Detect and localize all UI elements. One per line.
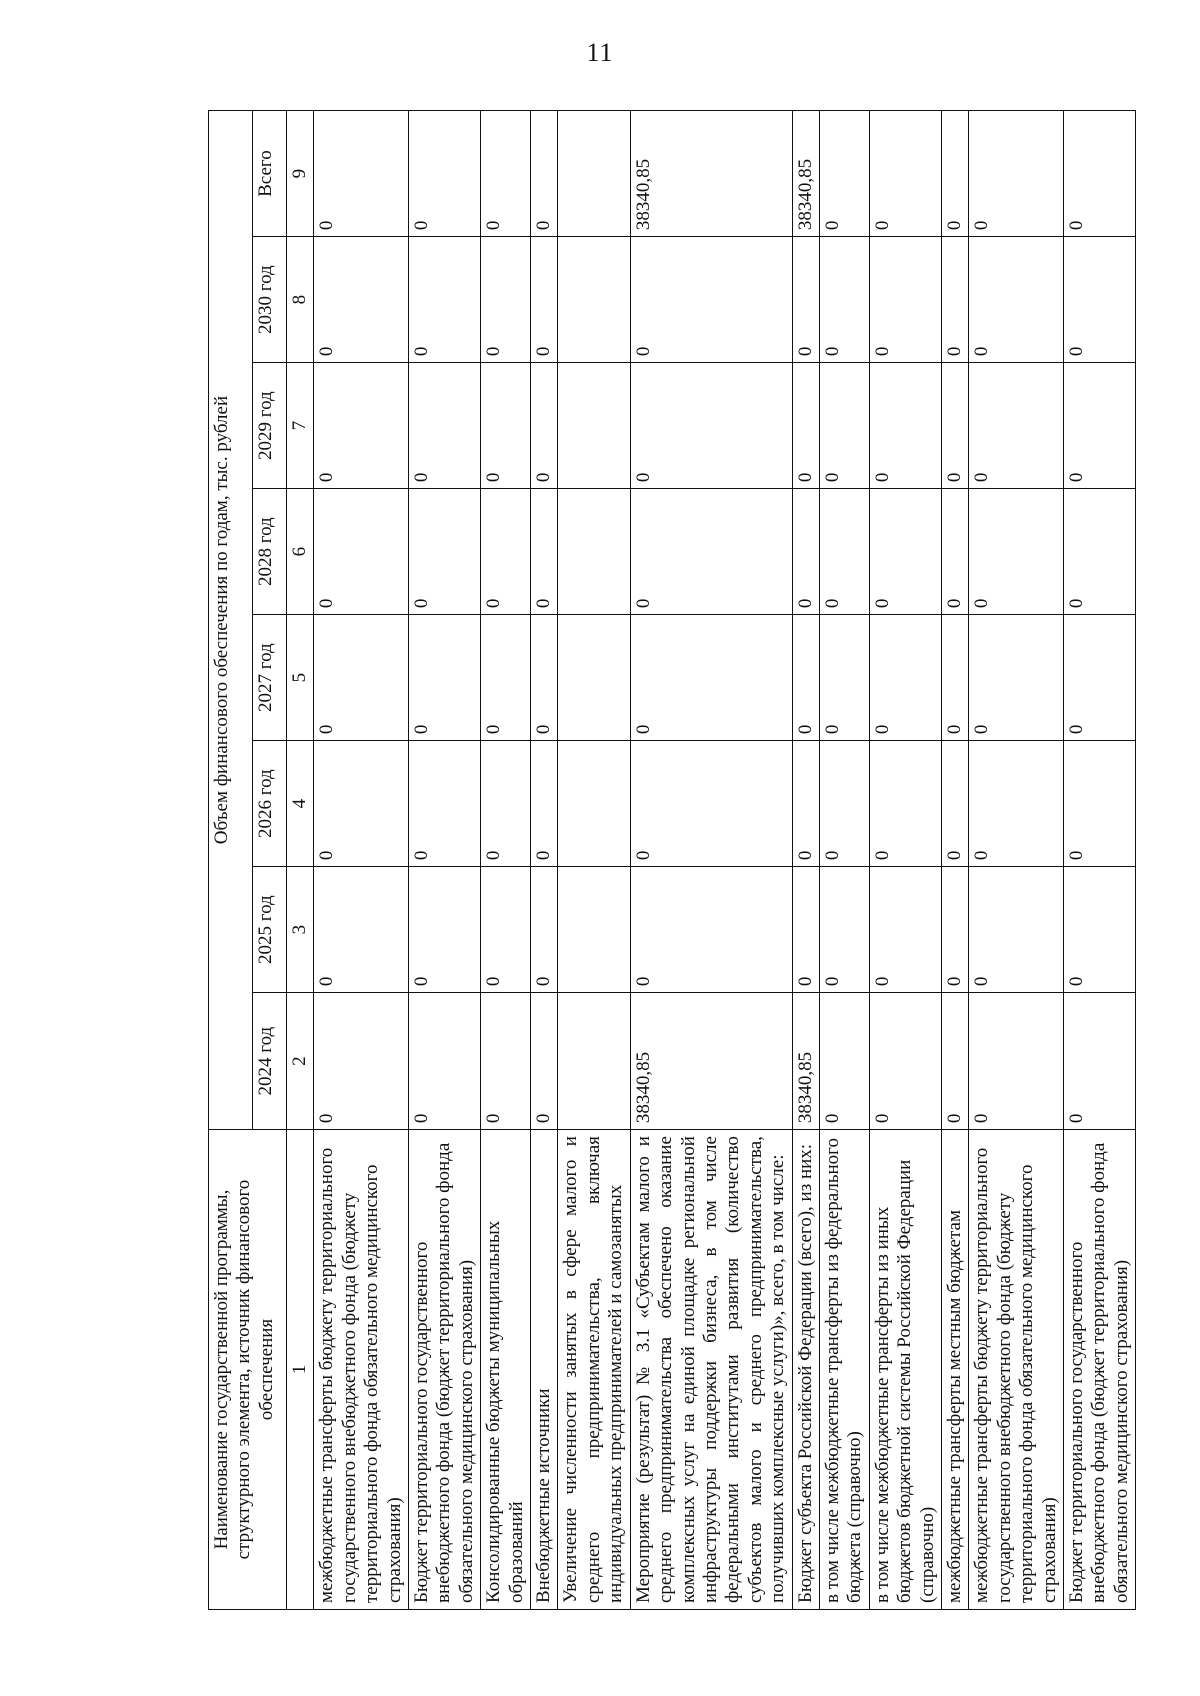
row-label: Бюджет территориального государственного внебюджетного фонда (бюджет территориального фонда обязательного медицинского страхования): [1064, 1130, 1136, 1610]
value-cell: [558, 363, 630, 489]
value-cell: 0: [531, 363, 558, 489]
index-cell: 4: [287, 741, 314, 867]
table-row: [969, 111, 1064, 1610]
value-cell: 0: [969, 489, 1064, 615]
index-cell: 1: [287, 1130, 314, 1610]
value-cell: 0: [792, 867, 819, 993]
value-cell: 0: [941, 363, 968, 489]
table-row: [819, 111, 869, 1610]
value-cell: 0: [314, 741, 409, 867]
row-label: Бюджет территориального государственного внебюджетного фонда (бюджет территориального фонда обязательного медицинского страхования): [409, 1130, 481, 1610]
index-cell: 7: [287, 363, 314, 489]
value-cell: 0: [941, 741, 968, 867]
value-cell: [558, 615, 630, 741]
value-cell: 0: [314, 237, 409, 363]
value-cell: 0: [481, 489, 531, 615]
value-cell: 0: [819, 993, 869, 1130]
table-row: [869, 111, 941, 1610]
value-cell: 0: [481, 741, 531, 867]
value-cell: 0: [481, 993, 531, 1130]
table-row-section-heading: [558, 111, 630, 1610]
value-cell: 0: [531, 867, 558, 993]
value-cell: 0: [819, 237, 869, 363]
value-cell: 0: [869, 867, 941, 993]
value-cell: 0: [1064, 993, 1136, 1130]
value-cell: 0: [481, 363, 531, 489]
value-cell: 0: [531, 111, 558, 237]
value-cell: 0: [630, 867, 792, 993]
header-total: Всего: [253, 111, 287, 237]
value-cell: 0: [1064, 615, 1136, 741]
value-cell: 0: [409, 111, 481, 237]
value-cell: 0: [409, 741, 481, 867]
table-row: [481, 111, 531, 1610]
header-year-2030: 2030 год: [253, 237, 287, 363]
value-cell: 0: [531, 237, 558, 363]
value-cell: 0: [969, 111, 1064, 237]
page-number: 11: [586, 38, 614, 67]
value-cell: 0: [531, 615, 558, 741]
value-cell: 0: [1064, 741, 1136, 867]
value-cell: 0: [819, 363, 869, 489]
value-cell: 0: [869, 489, 941, 615]
value-cell: 0: [869, 993, 941, 1130]
value-cell: [558, 741, 630, 867]
value-cell: 0: [1064, 867, 1136, 993]
value-cell: 0: [409, 867, 481, 993]
row-label: Бюджет субъекта Российской Федерации (всего), из них:: [792, 1130, 819, 1610]
value-cell: 0: [630, 363, 792, 489]
value-cell: 0: [630, 741, 792, 867]
value-cell: 0: [314, 111, 409, 237]
table-row: [314, 111, 409, 1610]
rotated-table-wrapper: [208, 110, 1132, 1610]
header-year-2027: 2027 год: [253, 615, 287, 741]
table-row: [941, 111, 968, 1610]
row-label: межбюджетные трансферты местным бюджетам: [941, 1130, 968, 1610]
value-cell: 38340,85: [630, 111, 792, 237]
value-cell: 0: [819, 741, 869, 867]
value-cell: 0: [481, 615, 531, 741]
row-label: Внебюджетные источники: [531, 1130, 558, 1610]
value-cell: 0: [409, 237, 481, 363]
value-cell: 0: [531, 741, 558, 867]
value-cell: [558, 867, 630, 993]
index-cell: 6: [287, 489, 314, 615]
index-cell: 8: [287, 237, 314, 363]
value-cell: 0: [1064, 111, 1136, 237]
value-cell: 38340,85: [792, 993, 819, 1130]
header-year-2026: 2026 год: [253, 741, 287, 867]
value-cell: 0: [969, 993, 1064, 1130]
value-cell: 0: [869, 363, 941, 489]
value-cell: 0: [314, 615, 409, 741]
value-cell: 0: [792, 363, 819, 489]
financing-table: [208, 110, 1136, 1610]
value-cell: 38340,85: [792, 111, 819, 237]
value-cell: 0: [869, 615, 941, 741]
value-cell: [558, 489, 630, 615]
value-cell: 0: [409, 615, 481, 741]
value-cell: 0: [941, 867, 968, 993]
index-cell: 2: [287, 993, 314, 1130]
value-cell: 0: [630, 615, 792, 741]
value-cell: 0: [869, 741, 941, 867]
row-label: Консолидированные бюджеты муниципальных образований: [481, 1130, 531, 1610]
value-cell: 0: [819, 615, 869, 741]
value-cell: 0: [314, 489, 409, 615]
value-cell: 0: [1064, 489, 1136, 615]
value-cell: 0: [481, 237, 531, 363]
index-cell: 3: [287, 867, 314, 993]
value-cell: 0: [1064, 363, 1136, 489]
value-cell: 0: [819, 867, 869, 993]
row-label: в том числе межбюджетные трансферты из иных бюджетов бюджетной системы Российской Федерации (справочно): [869, 1130, 941, 1610]
table-row-measure: [630, 111, 792, 1610]
value-cell: 0: [314, 993, 409, 1130]
value-cell: 0: [869, 111, 941, 237]
value-cell: 0: [941, 489, 968, 615]
value-cell: 0: [531, 489, 558, 615]
value-cell: 0: [969, 363, 1064, 489]
value-cell: 0: [969, 615, 1064, 741]
header-row-group: [209, 111, 253, 1610]
value-cell: 0: [969, 741, 1064, 867]
row-label: в том числе межбюджетные трансферты из федерального бюджета (справочно): [819, 1130, 869, 1610]
value-cell: 0: [630, 237, 792, 363]
value-cell: 0: [819, 489, 869, 615]
header-year-2025: 2025 год: [253, 867, 287, 993]
header-funding-group: Объем финансового обеспечения по годам, тыс. рублей: [209, 111, 253, 1130]
header-year-2028: 2028 год: [253, 489, 287, 615]
value-cell: 0: [481, 111, 531, 237]
row-label: Мероприятие (результат) № 3.1 «Субъектам малого и среднего предпринимательства обеспечено оказание комплексных услуг на единой площадке региональной инфраструктуры поддержки бизнеса, в том числе федеральными институтами развития (количество субъектов малого и среднего предпринимательства, получивших комплексные услуги)», всего, в том числе:: [630, 1130, 792, 1610]
value-cell: 38340,85: [630, 993, 792, 1130]
value-cell: 0: [409, 993, 481, 1130]
value-cell: [558, 993, 630, 1130]
value-cell: [558, 237, 630, 363]
value-cell: 0: [869, 237, 941, 363]
header-name-column: Наименование государственной программы, структурного элемента, источник финансового обеспечения: [209, 1130, 287, 1610]
row-label: межбюджетные трансферты бюджету территориального государственного внебюджетного фонда (бюджету территориального фонда обязательного медицинского страхования): [969, 1130, 1064, 1610]
header-year-2029: 2029 год: [253, 363, 287, 489]
value-cell: 0: [314, 867, 409, 993]
value-cell: 0: [314, 363, 409, 489]
table-row: [792, 111, 819, 1610]
value-cell: 0: [1064, 237, 1136, 363]
value-cell: 0: [792, 237, 819, 363]
value-cell: 0: [819, 111, 869, 237]
row-label: Увеличение численности занятых в сфере малого и среднего предпринимательства, включая индивидуальных предпринимателей и самозанятых: [558, 1130, 630, 1610]
value-cell: 0: [941, 111, 968, 237]
value-cell: 0: [792, 741, 819, 867]
index-cell: 9: [287, 111, 314, 237]
value-cell: 0: [630, 489, 792, 615]
value-cell: 0: [792, 489, 819, 615]
value-cell: 0: [409, 489, 481, 615]
value-cell: 0: [409, 363, 481, 489]
value-cell: 0: [481, 867, 531, 993]
table-row: [531, 111, 558, 1610]
value-cell: 0: [792, 615, 819, 741]
row-label: межбюджетные трансферты бюджету территориального государственного внебюджетного фонда (бюджету территориального фонда обязательного медицинского страхования): [314, 1130, 409, 1610]
value-cell: 0: [531, 993, 558, 1130]
header-index-row: [287, 111, 314, 1610]
value-cell: 0: [941, 237, 968, 363]
table-row: [409, 111, 481, 1610]
index-cell: 5: [287, 615, 314, 741]
value-cell: 0: [941, 615, 968, 741]
value-cell: 0: [969, 867, 1064, 993]
table-row: [1064, 111, 1136, 1610]
value-cell: 0: [941, 993, 968, 1130]
value-cell: 0: [969, 237, 1064, 363]
value-cell: [558, 111, 630, 237]
header-year-2024: 2024 год: [253, 993, 287, 1130]
